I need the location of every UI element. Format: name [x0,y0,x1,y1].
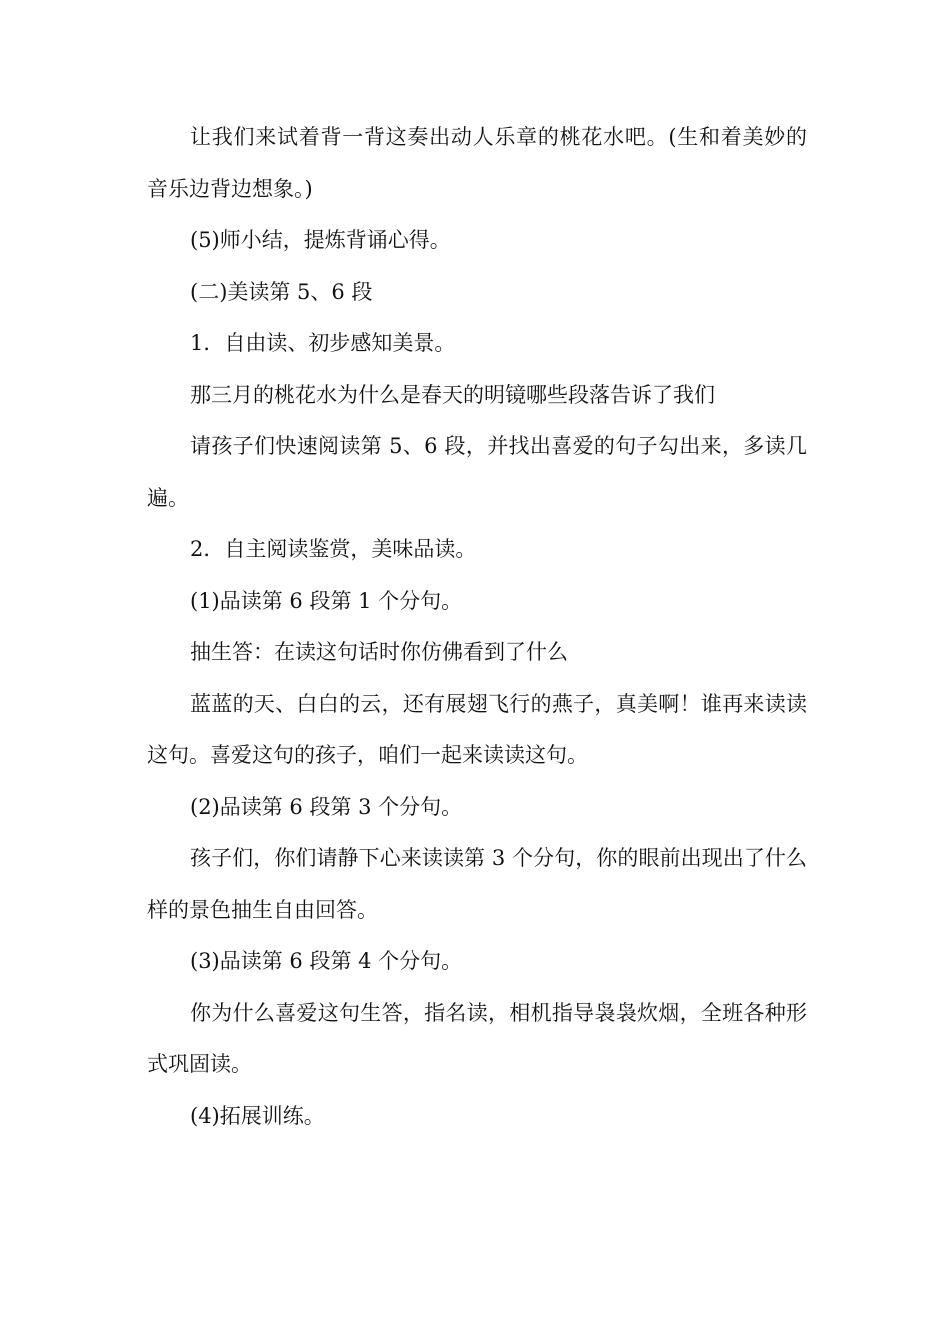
paragraph-summary: (5)师小结，提炼背诵心得。 [190,228,451,252]
paragraph-subitem-1: (1)品读第 6 段第 1 个分句。 [190,588,463,613]
paragraph-scene: 蓝蓝的天、白白的云，还有展翅飞行的燕子，真美啊！谁再来读读这句。喜爱这句的孩子，咱们一起来读读这句。 [147,691,807,767]
paragraph-subitem-4: (4)拓展训练。 [190,1103,325,1128]
paragraph-instruction: 请孩子们快速阅读第 5、6 段，并找出喜爱的句子勾出来，多读几遍。 [147,434,807,510]
paragraph-discussion: 你为什么喜爱这句生答，指名读，相机指导袅袅炊烟，全班各种形式巩固读。 [147,1000,807,1076]
paragraph-step-2: 2．自主阅读鉴赏，美味品读。 [190,537,477,561]
paragraph-subitem-3: (3)品读第 6 段第 4 个分句。 [190,949,463,973]
document-body [147,112,807,1142]
paragraph-guidance: 孩子们，你们请静下心来读读第 3 个分句，你的眼前出现出了什么样的景色抽生自由回答。 [147,846,807,922]
paragraph-student-answer: 抽生答：在读这句话时你仿佛看到了什么 [190,640,568,664]
paragraph-step-1: 1．自由读、初步感知美景。 [190,331,456,355]
paragraph-question: 那三月的桃花水为什么是春天的明镜哪些段落告诉了我们 [190,382,715,407]
section-heading: (二)美读第 5、6 段 [190,279,373,304]
paragraph-recite: 让我们来试着背一背这奏出动人乐章的桃花水吧。(生和着美妙的音乐边背边想象。) [147,125,807,201]
paragraph-subitem-2: (2)品读第 6 段第 3 个分句。 [190,794,463,819]
